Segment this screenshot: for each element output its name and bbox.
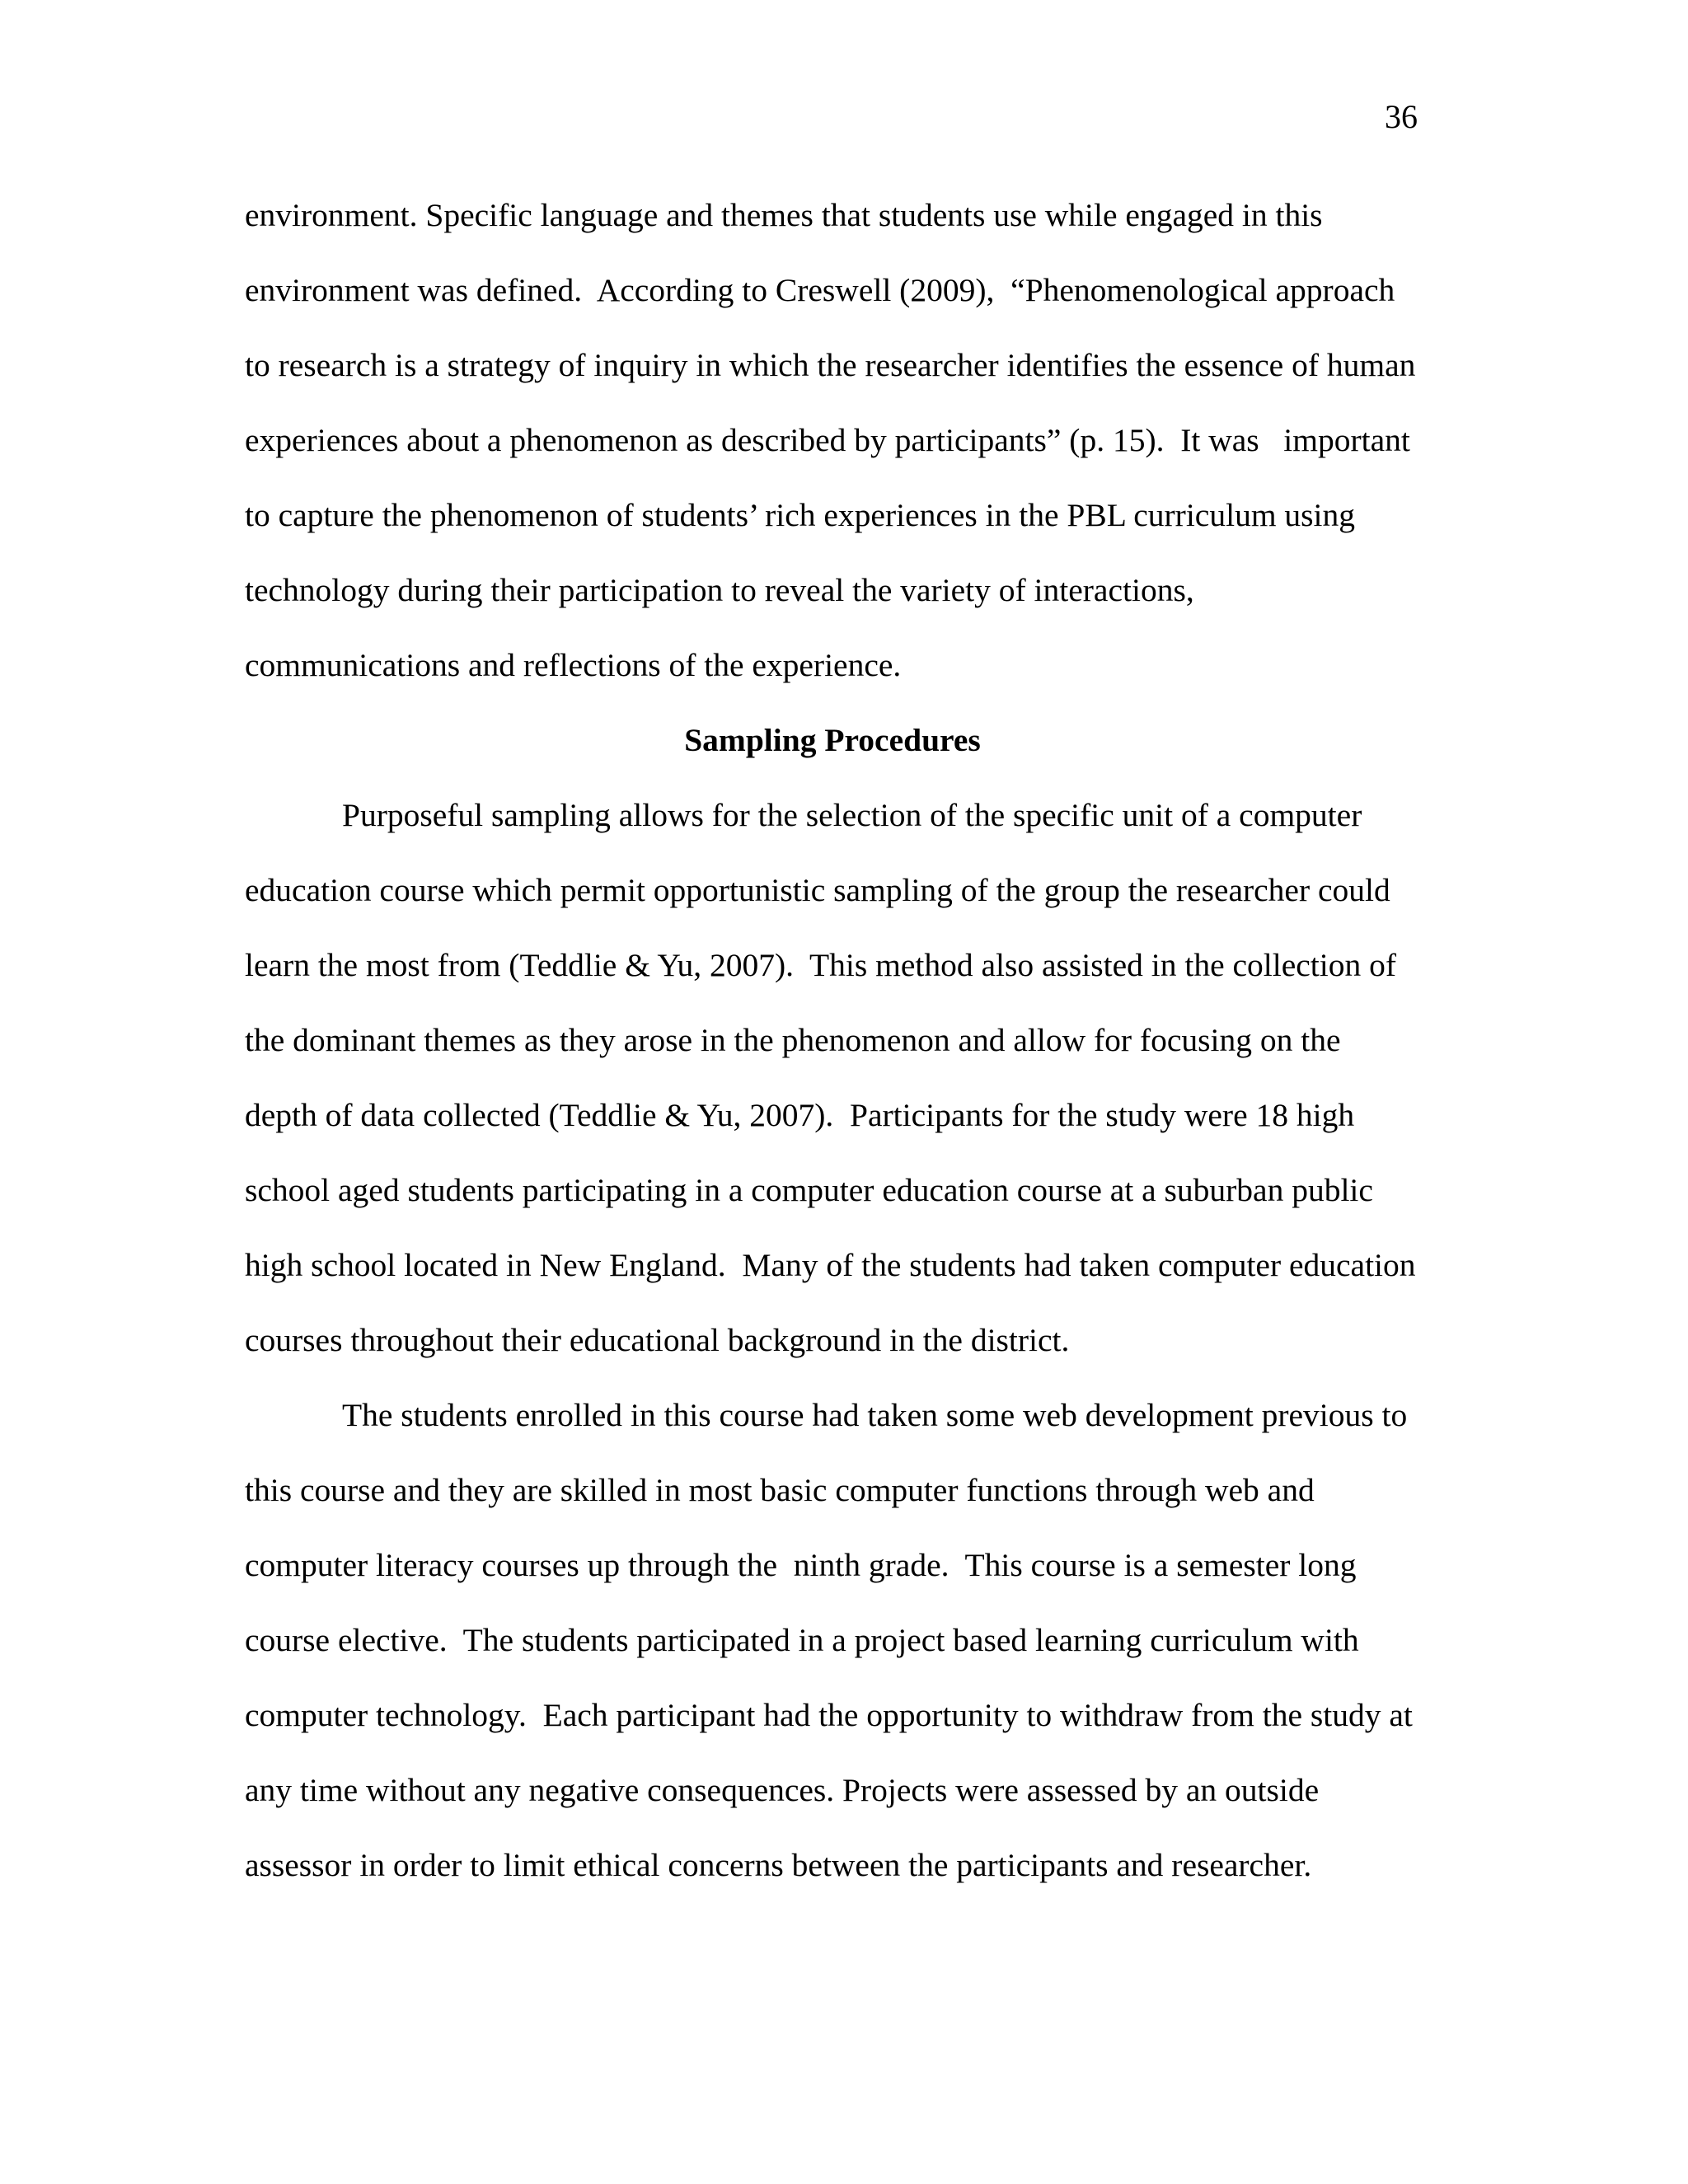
paragraph-1-line-3: to research is a strategy of inquiry in which the researcher identifies the essence of human (245, 347, 1416, 383)
paragraph-1-line-1: environment. Specific language and themes that students use while engaged in this (245, 197, 1323, 233)
paragraph-3-line-6: any time without any negative consequences. Projects were assessed by an outside (245, 1772, 1320, 1808)
paragraph-2-line-8: courses throughout their educational background in the district. (245, 1322, 1070, 1358)
paragraph-3-line-1: The students enrolled in this course had taken some web development previous to (342, 1397, 1408, 1433)
paragraph-3-line-3: computer literacy courses up through the ninth grade. This course is a semester long (245, 1547, 1357, 1583)
paragraph-2-line-6: school aged students participating in a computer education course at a suburban public (245, 1172, 1373, 1208)
paragraph-3-line-5: computer technology. Each participant had the opportunity to withdraw from the study at (245, 1697, 1413, 1733)
section-heading: Sampling Procedures (684, 722, 981, 758)
paragraph-2-line-1: Purposeful sampling allows for the selection of the specific unit of a computer (342, 797, 1362, 833)
paragraph-1-line-7: communications and reflections of the experience. (245, 647, 902, 683)
paragraph-2-line-5: depth of data collected (Teddlie & Yu, 2007). Participants for the study were 18 high (245, 1097, 1355, 1133)
paragraph-1-line-2: environment was defined. According to Creswell (2009), “Phenomenological approach (245, 272, 1395, 308)
paragraph-2-line-2: education course which permit opportunistic sampling of the group the researcher could (245, 872, 1390, 908)
paragraph-3-line-4: course elective. The students participated in a project based learning curriculum with (245, 1622, 1359, 1658)
paragraph-1-line-4: experiences about a phenomenon as described by participants” (p. 15). It was important (245, 422, 1410, 458)
paragraph-2-line-4: the dominant themes as they arose in the phenomenon and allow for focusing on the (245, 1022, 1341, 1058)
page-number: 36 (1385, 98, 1418, 135)
paragraph-2-line-7: high school located in New England. Many of the students had taken computer education (245, 1247, 1416, 1283)
paragraph-2-line-3: learn the most from (Teddlie & Yu, 2007). This method also assisted in the collection of (245, 947, 1397, 983)
paragraph-3-line-2: this course and they are skilled in most basic computer functions through web and (245, 1472, 1315, 1508)
paragraph-1-line-5: to capture the phenomenon of students’ rich experiences in the PBL curriculum using (245, 497, 1356, 533)
paragraph-1-line-6: technology during their participation to reveal the variety of interactions, (245, 572, 1194, 608)
paragraph-3-line-7: assessor in order to limit ethical concerns between the participants and researcher. (245, 1847, 1312, 1883)
